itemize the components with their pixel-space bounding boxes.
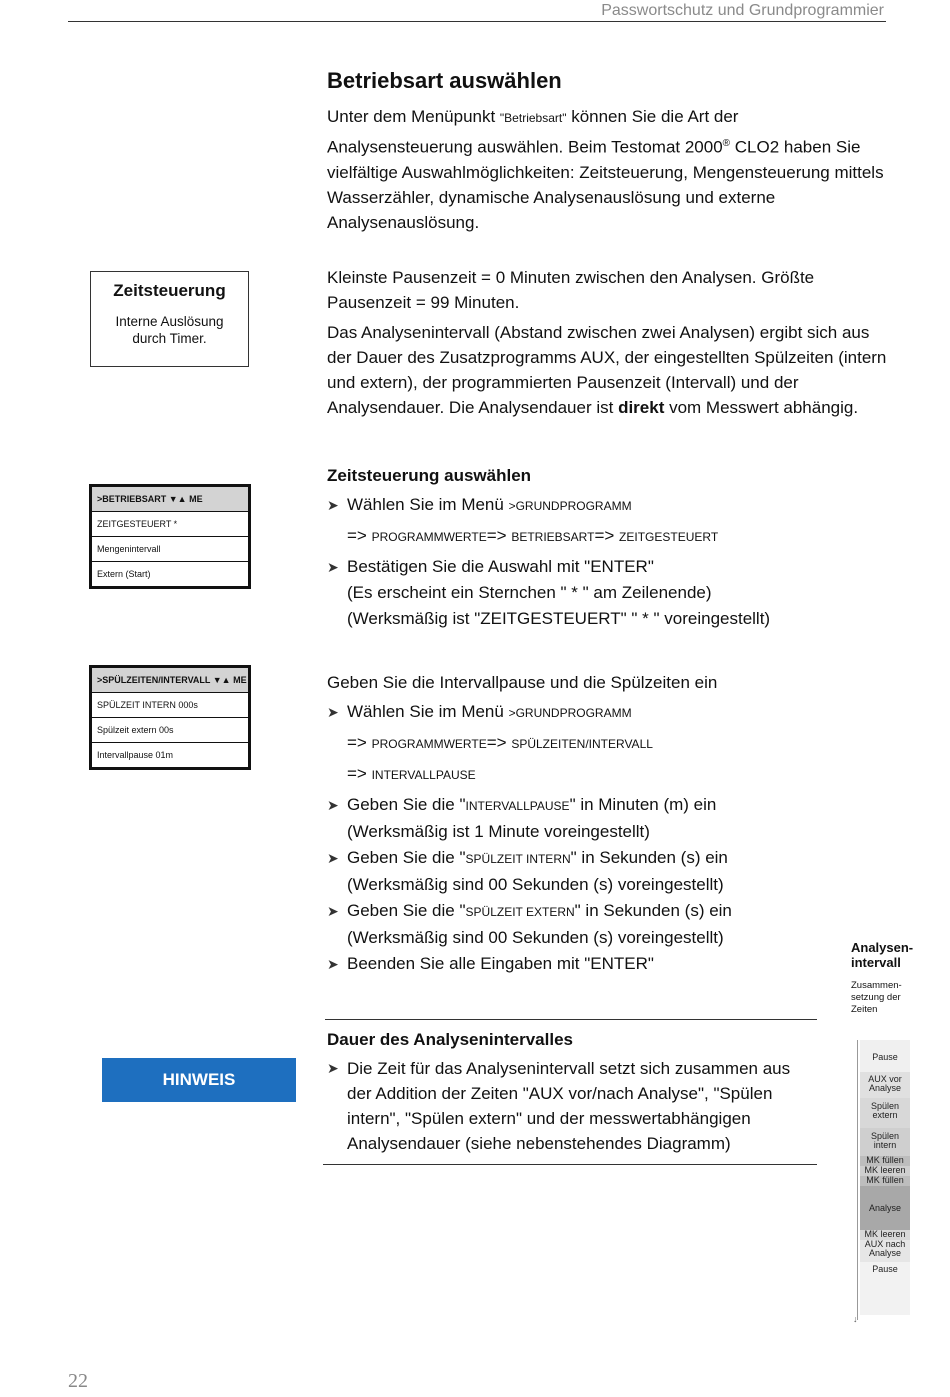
menu-term: SPÜLZEIT INTERN bbox=[465, 852, 571, 866]
intro-text-b: können Sie die Art der Analysensteuerung auswählen. Beim Testomat 2000 bbox=[327, 107, 739, 157]
p2-text-b: vom Messwert abhängig. bbox=[664, 398, 859, 417]
bullet-text: Wählen Sie im Menü bbox=[347, 702, 509, 721]
bullet-item bbox=[327, 898, 887, 925]
bullet-note: (Es erscheint ein Sternchen " * " am Zeilenende) bbox=[347, 583, 712, 602]
section-title: Betriebsart auswählen bbox=[327, 68, 562, 93]
menu-path bbox=[327, 761, 887, 788]
diagram-seg-pause: Pause bbox=[860, 1040, 910, 1085]
intro-text-a: Unter dem Menüpunkt bbox=[327, 107, 500, 126]
menu-term: ZEITGESTEUERT bbox=[619, 530, 719, 544]
p2-text-a: Das Analysenintervall (Abstand zwischen zwei Analysen) ergibt sich aus der Dauer des Zusatzprogramms AUX, der eingestellten Spülzeiten (intern und extern), der programmierten Pausenzeit (Intervall) und der Analysendauer. Die Analysendauer ist bbox=[327, 323, 887, 417]
zeit-select-title: Zeitsteuerung auswählen bbox=[327, 466, 532, 485]
bullet-text: " in Sekunden (s) ein bbox=[570, 848, 728, 867]
diagram-seg-mk-leeren: MK leeren bbox=[860, 1166, 910, 1176]
lcd-row: >BETRIEBSART ▼▲ ME bbox=[92, 487, 248, 511]
bullet-note: (Werksmäßig sind 00 Sekunden (s) voreingestellt) bbox=[347, 928, 724, 947]
hinweis-title: Dauer des Analysenintervalles bbox=[327, 1030, 573, 1049]
menu-term: SPÜLZEIT EXTERN bbox=[465, 905, 575, 919]
menu-term: >GRUNDPROGRAMM bbox=[508, 706, 632, 720]
bullet-text: Geben Sie die " bbox=[347, 848, 466, 867]
diagram-seg-analyse: Analyse bbox=[860, 1186, 910, 1230]
arrow-text: => bbox=[594, 526, 620, 545]
lcd-row: >SPÜLZEITEN/INTERVALL ▼▲ ME bbox=[92, 668, 248, 692]
bullet-text: Wählen Sie im Menü bbox=[347, 495, 509, 514]
divider-top bbox=[325, 1019, 817, 1020]
bullet-item bbox=[327, 792, 887, 819]
arrow-text: => bbox=[347, 733, 372, 752]
p2-bold: direkt bbox=[618, 398, 665, 417]
bullet-note: (Werksmäßig sind 00 Sekunden (s) voreingestellt) bbox=[347, 875, 724, 894]
bullet-item bbox=[327, 492, 887, 519]
bullet-item bbox=[327, 699, 887, 726]
intro-text-c: CLO2 haben Sie vielfältige Auswahlmöglichkeiten: Zeitsteuerung, Mengensteuerung mittels Wasserzähler, dynamische Analysenauslösung und externe Analysenauslösung. bbox=[327, 137, 884, 232]
arrow-text: => bbox=[347, 526, 372, 545]
zeitsteuerung-box-title: Zeitsteuerung bbox=[113, 281, 226, 300]
zeitsteuerung-box-text: Interne Auslösung durch Timer. bbox=[115, 314, 224, 346]
diagram-axis bbox=[857, 1040, 858, 1320]
diagram-seg-mk-fuellen: MK füllen bbox=[860, 1176, 910, 1186]
intervall-diagram bbox=[853, 1040, 915, 1322]
bullet-note: (Werksmäßig ist "ZEITGESTEUERT" " * " voreingestellt) bbox=[347, 609, 771, 628]
zeitsteuerung-box bbox=[90, 271, 249, 367]
menu-term: INTERVALLPAUSE bbox=[465, 799, 570, 813]
diagram-seg-aux-vor: AUX vor Analyse bbox=[860, 1072, 910, 1101]
diagram-seg-mk-fuellen: MK füllen bbox=[860, 1156, 910, 1166]
arrow-down-icon: ↓ bbox=[853, 1314, 858, 1324]
lcd-row: Spülzeit extern 00s bbox=[92, 717, 248, 742]
menu-term: INTERVALLPAUSE bbox=[371, 768, 476, 782]
diagram-seg-aux-nach: AUX nach Analyse bbox=[860, 1240, 910, 1262]
intro-paragraph bbox=[327, 104, 887, 235]
menu-term: SPÜLZEITEN/INTERVALL bbox=[511, 737, 653, 751]
arrow-text: => bbox=[347, 764, 372, 783]
intro-menu-term: "Betriebsart" bbox=[499, 111, 567, 125]
menu-path bbox=[327, 523, 887, 550]
menu-term: PROGRAMMWERTE bbox=[371, 530, 487, 544]
menu-term: PROGRAMMWERTE bbox=[371, 737, 487, 751]
hinweis-text: ➤ Die Zeit für das Analysenintervall setzt sich zusammen aus der Addition der Zeiten "AUX vor/nach Analyse", "Spülen intern", "Spülen extern" und der messwertabhängigen Analysendauer (siehe nebenstehendes Diagramm) bbox=[327, 1056, 817, 1156]
menu-term: BETRIEBSART bbox=[511, 530, 595, 544]
lcd-spuelzeiten bbox=[89, 665, 251, 770]
menu-term: >GRUNDPROGRAMM bbox=[508, 499, 632, 513]
bullet-item: ➤ Bestätigen Sie die Auswahl mit "ENTER" bbox=[327, 554, 887, 580]
divider-bottom bbox=[323, 1164, 817, 1165]
hinweis-block bbox=[327, 1030, 817, 1156]
diagram-seg-spuelen-extern: Spülen extern bbox=[860, 1098, 910, 1132]
bullet-text: Geben Sie die " bbox=[347, 795, 466, 814]
lcd-row: Extern (Start) bbox=[92, 561, 248, 586]
page-number: 22 bbox=[68, 1370, 88, 1392]
hinweis-label: HINWEIS bbox=[102, 1058, 296, 1102]
zeit-select-block bbox=[327, 466, 887, 632]
arrow-text: => bbox=[486, 526, 512, 545]
pausenzeit-paragraph: Kleinste Pausenzeit = 0 Minuten zwischen den Analysen. Größte Pausenzeit = 99 Minuten. bbox=[327, 268, 815, 312]
bullet-text: " in Minuten (m) ein bbox=[569, 795, 717, 814]
bullet-text: Geben Sie die " bbox=[347, 901, 466, 920]
diagram-seg-mk-leeren: MK leeren bbox=[860, 1230, 910, 1240]
intervall-block bbox=[327, 670, 887, 977]
analysenintervall-paragraph bbox=[327, 320, 887, 420]
lcd-row: Intervallpause 01m bbox=[92, 742, 248, 767]
arrow-text: => bbox=[486, 733, 512, 752]
bullet-item bbox=[327, 845, 887, 872]
side-note-sub: Zusammen- setzung der Zeiten bbox=[851, 980, 902, 1015]
running-header bbox=[68, 0, 886, 22]
intervall-title: Geben Sie die Intervallpause und die Spülzeiten ein bbox=[327, 673, 718, 692]
diagram-seg-pause: Pause bbox=[860, 1262, 910, 1315]
bullet-note: (Werksmäßig ist 1 Minute voreingestellt) bbox=[347, 822, 650, 841]
lcd-row: Mengenintervall bbox=[92, 536, 248, 561]
header-title: Passwortschutz und Grundprogrammier bbox=[601, 2, 884, 19]
side-note bbox=[851, 940, 946, 1016]
bullet-text: " in Sekunden (s) ein bbox=[574, 901, 732, 920]
lcd-row: SPÜLZEIT INTERN 000s bbox=[92, 692, 248, 717]
lcd-betriebsart bbox=[89, 484, 251, 589]
lcd-row: ZEITGESTEUERT * bbox=[92, 511, 248, 536]
menu-path bbox=[327, 730, 887, 757]
bullet-item: ➤ Beenden Sie alle Eingaben mit "ENTER" bbox=[327, 951, 887, 977]
side-note-title: Analysen- intervall bbox=[851, 940, 914, 970]
registered-mark: ® bbox=[722, 138, 731, 149]
diagram-seg-spuelen-intern: Spülen intern bbox=[860, 1128, 910, 1160]
